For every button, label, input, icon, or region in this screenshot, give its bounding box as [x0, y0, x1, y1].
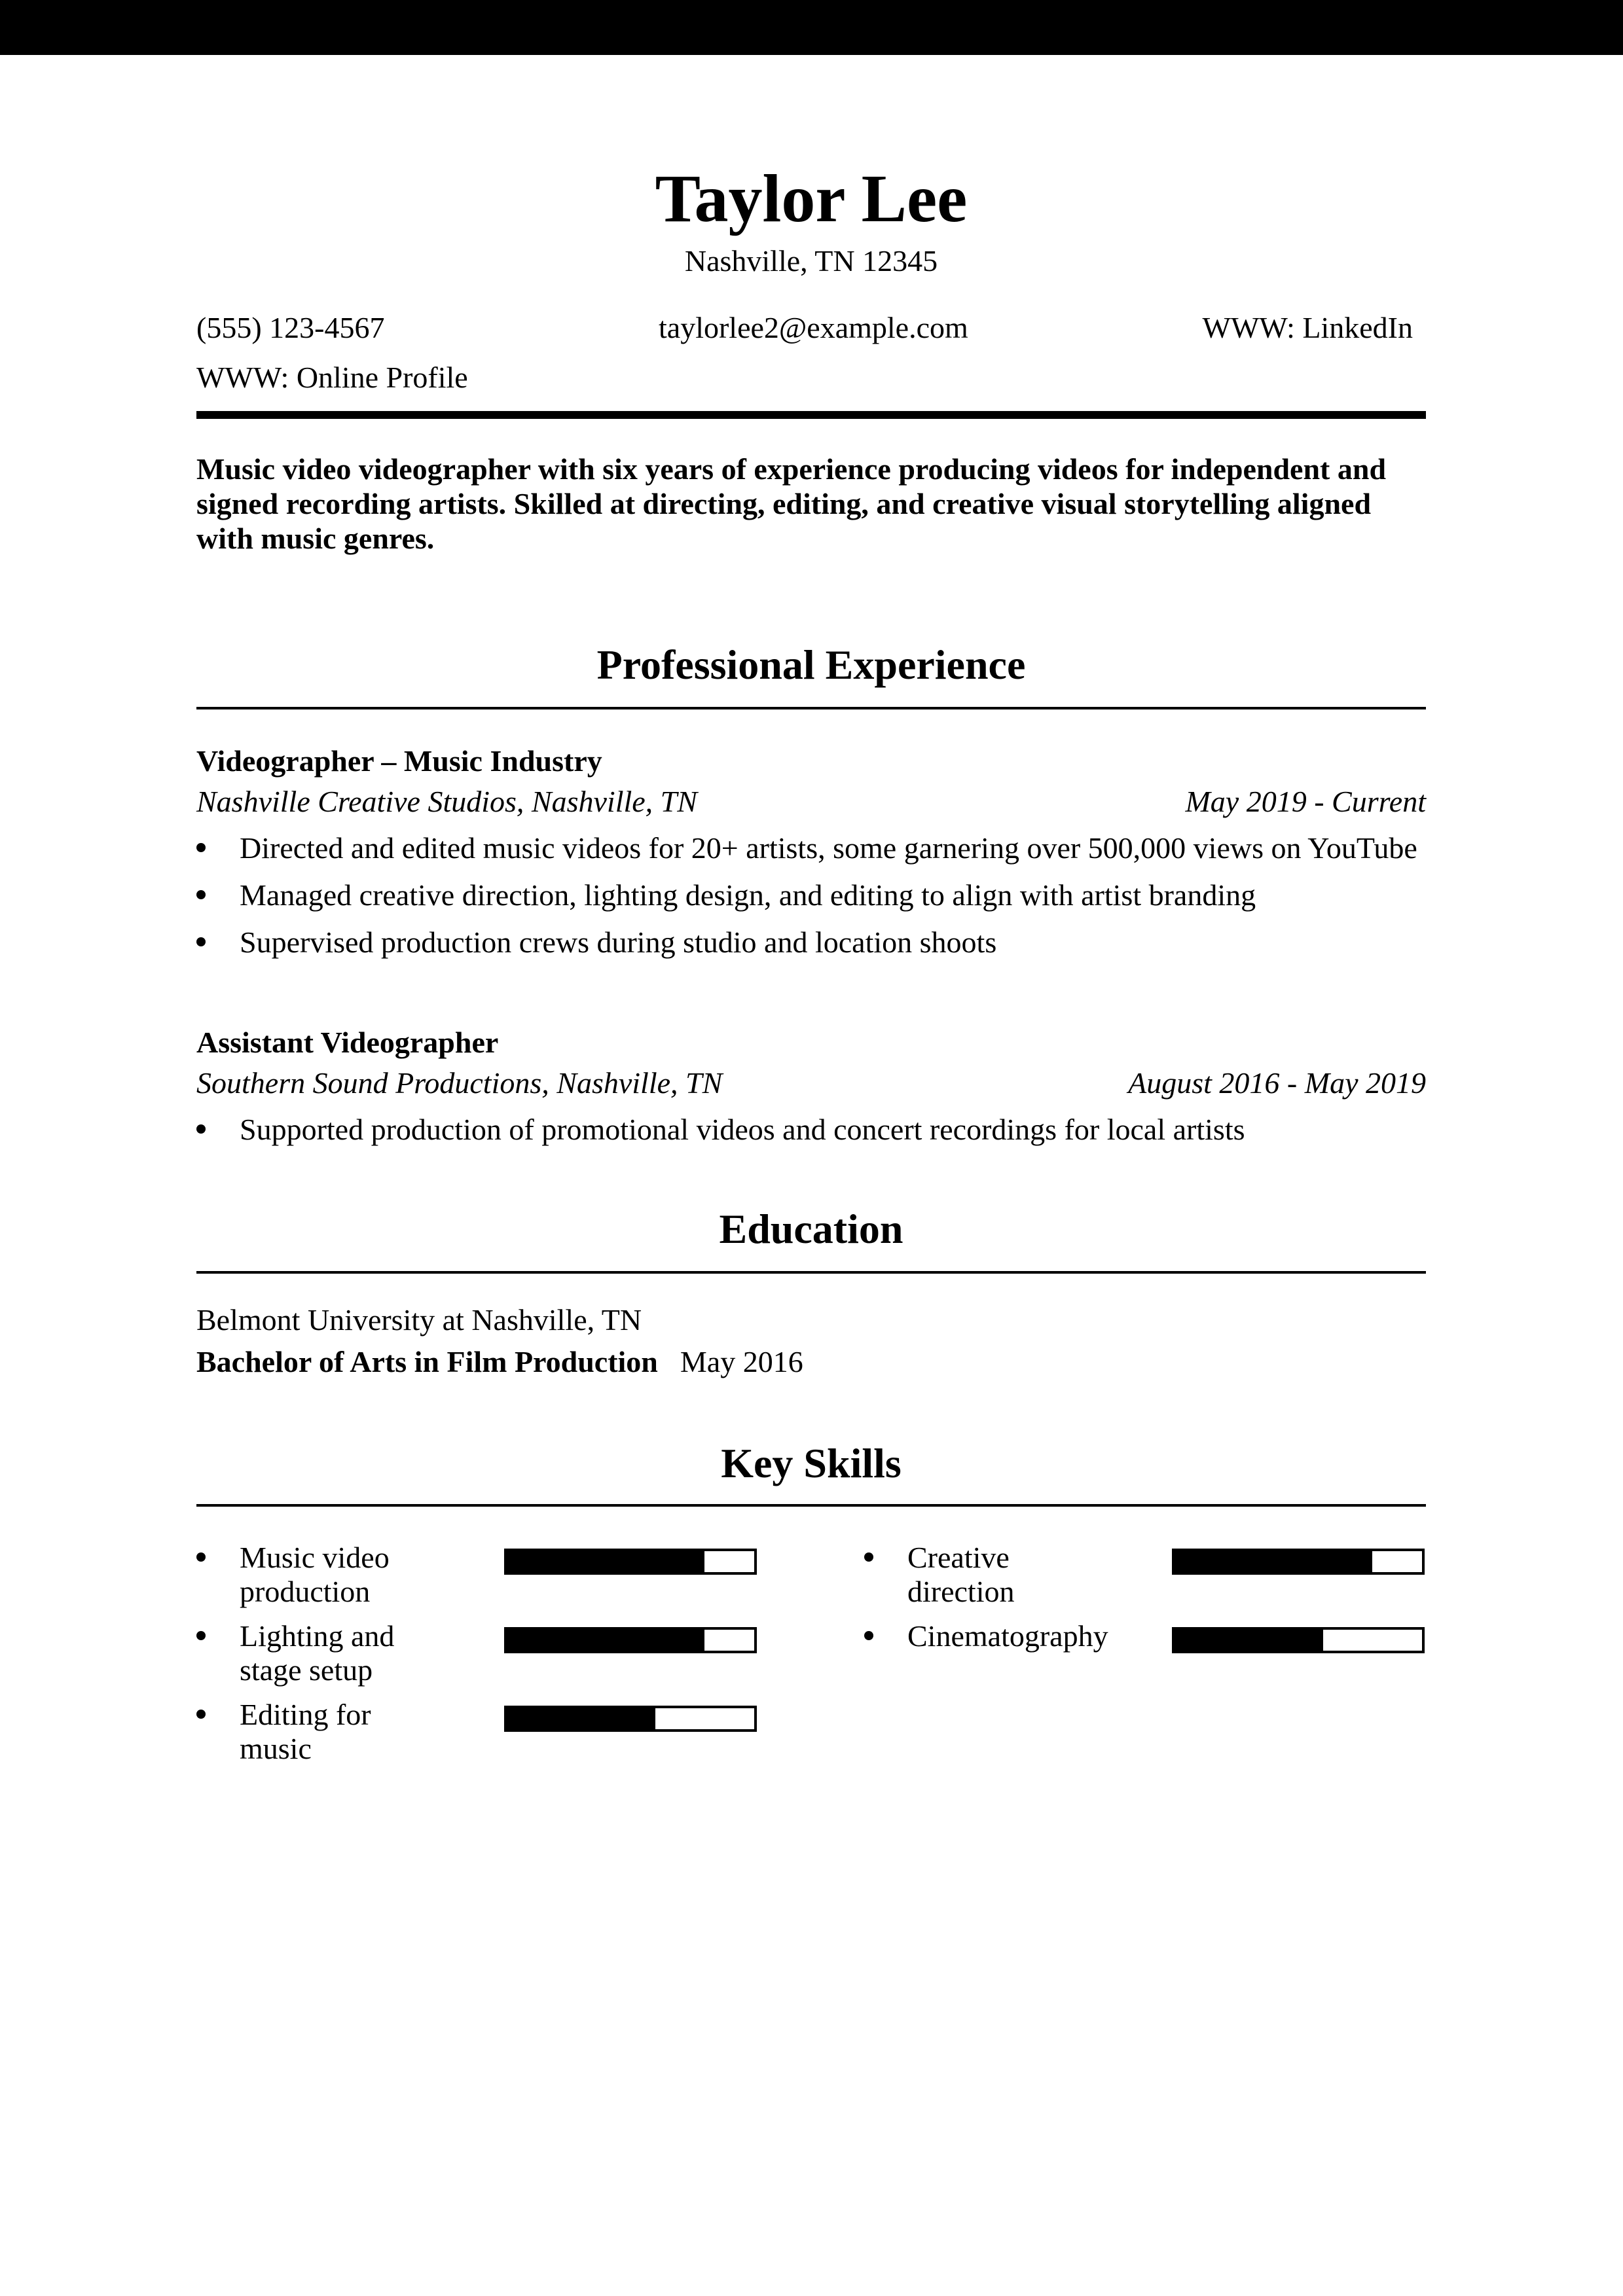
- bullet-text: Managed creative direction, lighting design, and editing to align with artist branding: [240, 878, 1256, 912]
- skill-item: [196, 1619, 786, 1691]
- list-item: [196, 878, 1426, 912]
- bullet-icon: [196, 890, 206, 899]
- list-item: [196, 831, 1426, 865]
- skill-level-fill: [1175, 1551, 1372, 1572]
- education-date: May 2016: [680, 1345, 803, 1378]
- top-bar: [0, 0, 1623, 55]
- skill-level-bar: [1172, 1549, 1425, 1575]
- skill-label: Lighting and stage setup: [240, 1619, 395, 1687]
- skill-level-fill: [1175, 1630, 1323, 1651]
- skill-label: Editing for music: [240, 1698, 371, 1765]
- header-divider: [196, 411, 1426, 419]
- bullet-icon: [864, 1631, 873, 1640]
- skill-level-bar: [504, 1549, 757, 1575]
- education-school: Belmont University at Nashville, TN: [196, 1303, 642, 1336]
- job-company: Southern Sound Productions, Nashville, TN: [196, 1066, 723, 1100]
- skill-item: [864, 1541, 1453, 1613]
- job-title: Assistant Videographer: [196, 1026, 499, 1059]
- job-dates: August 2016 - May 2019: [1128, 1066, 1426, 1100]
- contact-email[interactable]: taylorlee2@example.com: [659, 311, 968, 344]
- bullet-icon: [196, 843, 206, 852]
- bullet-icon: [864, 1552, 873, 1562]
- job-dates: May 2019 - Current: [1185, 785, 1426, 818]
- list-item: [196, 1113, 1426, 1147]
- bullet-text: Directed and edited music videos for 20+ artists, some garnering over 500,000 views on YouTube: [240, 831, 1417, 865]
- job-bullets: [196, 1113, 1426, 1160]
- bullet-text: Supported production of promotional videos and concert recordings for local artists: [240, 1113, 1245, 1146]
- skill-level-fill: [507, 1630, 704, 1651]
- skill-level-bar: [504, 1706, 757, 1732]
- job-title: Videographer – Music Industry: [196, 744, 602, 778]
- skill-level-bar: [1172, 1627, 1425, 1653]
- bullet-icon: [196, 1124, 206, 1134]
- skill-label: Music video production: [240, 1541, 390, 1608]
- section-divider-skills: [196, 1504, 1426, 1507]
- bullet-text: Supervised production crews during studio and location shoots: [240, 925, 997, 959]
- section-divider-experience: [196, 707, 1426, 709]
- skill-level-fill: [507, 1551, 704, 1572]
- bullet-icon: [196, 1552, 206, 1562]
- section-title-skills: Key Skills: [721, 1440, 902, 1486]
- section-title-education: Education: [719, 1206, 903, 1252]
- list-item: [196, 925, 1426, 960]
- skill-level-bar: [504, 1627, 757, 1653]
- bullet-icon: [196, 1631, 206, 1640]
- skill-item: [864, 1619, 1453, 1691]
- skill-item: [196, 1698, 786, 1770]
- candidate-name: Taylor Lee: [655, 161, 968, 236]
- job-bullets: [196, 831, 1426, 973]
- candidate-address: Nashville, TN 12345: [684, 244, 938, 278]
- contact-profile-link[interactable]: WWW: Online Profile: [196, 361, 468, 394]
- contact-linkedin-link[interactable]: WWW: LinkedIn: [1202, 311, 1413, 344]
- section-divider-education: [196, 1271, 1426, 1274]
- contact-phone: (555) 123-4567: [196, 311, 385, 344]
- education-degree: Bachelor of Arts in Film Production: [196, 1345, 658, 1378]
- education-degree-line: [196, 1347, 803, 1377]
- bullet-icon: [196, 937, 206, 946]
- skill-level-fill: [507, 1708, 655, 1729]
- skill-label: Creative direction: [907, 1541, 1015, 1608]
- section-title-experience: Professional Experience: [596, 641, 1026, 688]
- skill-item: [196, 1541, 786, 1613]
- job-company: Nashville Creative Studios, Nashville, TN: [196, 785, 697, 818]
- bullet-icon: [196, 1710, 206, 1719]
- skill-label: Cinematography: [907, 1619, 1108, 1653]
- professional-summary: Music video videographer with six years of experience producing videos for independent and signed recording artists. Skilled at directing, editing, and creative visual storytelling aligned with music genres.: [196, 452, 1387, 555]
